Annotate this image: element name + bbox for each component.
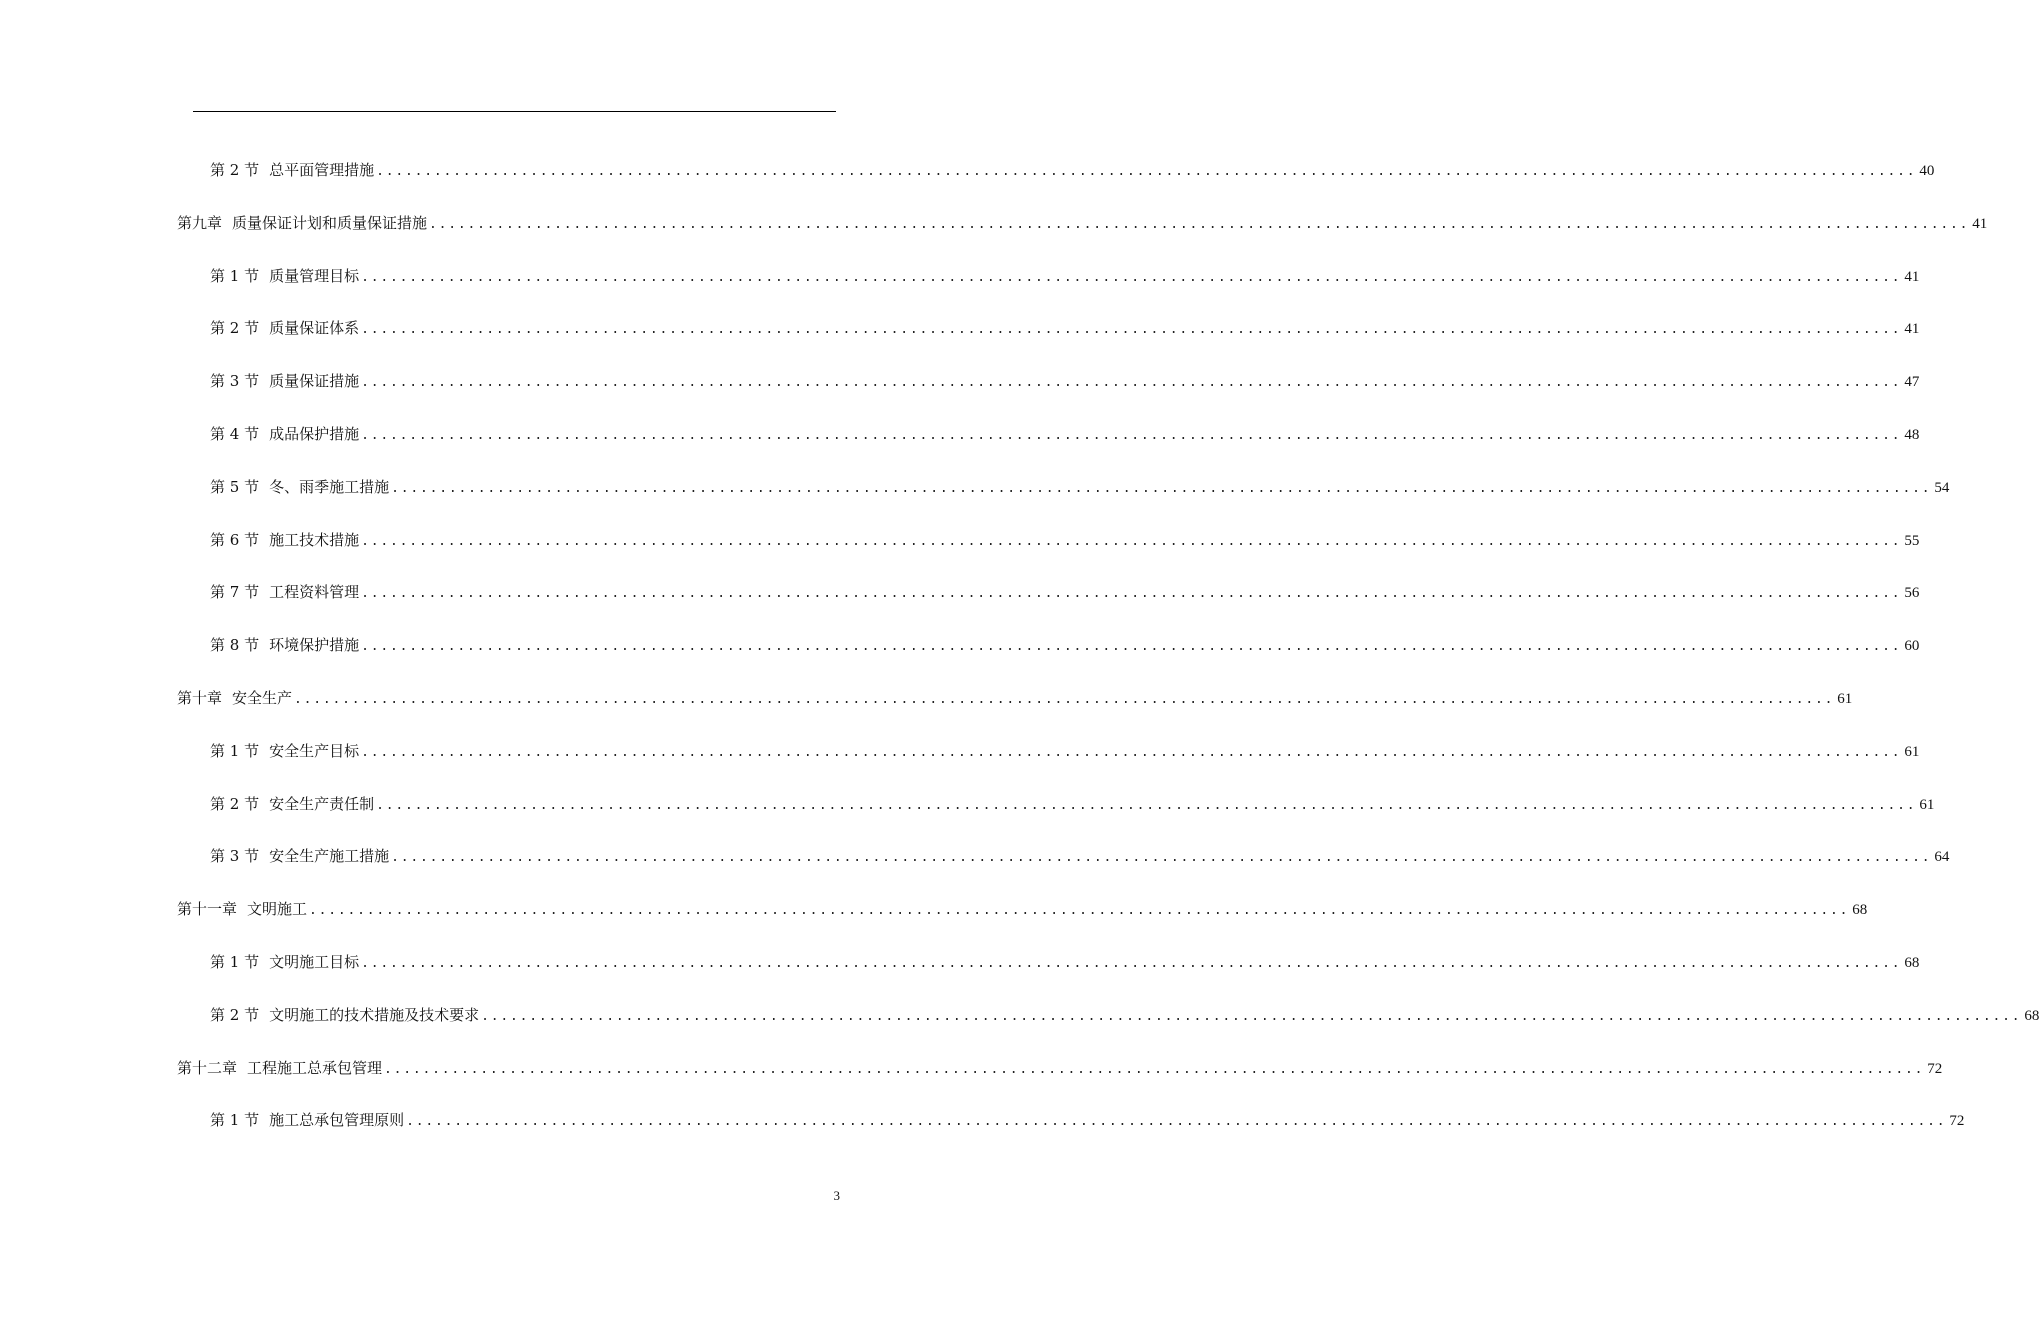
dot-leader: ................................................................................................................................................................ (384, 1061, 1925, 1077)
dot-leader: ................................................................................................................................................................ (406, 1114, 1947, 1130)
entry-number: 第十一章 (177, 900, 238, 919)
dot-leader: ................................................................................................................................................................ (294, 692, 1835, 707)
toc-section-entry[interactable] (210, 739, 1920, 763)
dot-leader: ................................................................................................................................................................ (309, 903, 1850, 919)
toc-section-entry[interactable] (210, 369, 1920, 393)
entry-page-number: 47 (1904, 374, 1920, 391)
toc-chapter-entry[interactable] (177, 897, 1868, 921)
entry-number: 第 8 节 (210, 636, 260, 655)
entry-page-number: 41 (1904, 321, 1920, 338)
dot-leader: ................................................................................................................................................................ (361, 533, 1902, 549)
entry-page-number: 68 (1904, 955, 1920, 971)
entry-title: 文明施工的技术措施及技术要求 (269, 1005, 480, 1024)
entry-number: 第 3 节 (210, 847, 260, 866)
toc-section-entry[interactable] (210, 475, 1950, 499)
dot-leader: ................................................................................................................................................................ (361, 269, 1902, 285)
entry-title: 环境保护措施 (269, 636, 360, 655)
entry-title: 冬、雨季施工措施 (269, 477, 390, 496)
entry-title: 文明施工 (247, 900, 308, 919)
toc-chapter-entry[interactable] (177, 1056, 1943, 1080)
dot-leader: ................................................................................................................................................................ (361, 322, 1902, 338)
entry-number: 第十二章 (177, 1058, 238, 1077)
toc-section-entry[interactable] (210, 1108, 1965, 1132)
entry-title: 文明施工目标 (269, 953, 360, 971)
entry-page-number: 41 (1972, 215, 1988, 232)
entry-number: 第 7 节 (210, 583, 260, 602)
entry-number: 第 1 节 (210, 953, 260, 971)
dot-leader: ................................................................................................................................................................ (361, 586, 1902, 602)
entry-page-number: 48 (1904, 427, 1920, 443)
entry-title: 工程资料管理 (269, 583, 360, 602)
toc-chapter-entry[interactable] (177, 686, 1853, 710)
entry-number: 第九章 (177, 213, 223, 232)
toc-section-entry[interactable] (210, 316, 1920, 340)
entry-title: 安全生产施工措施 (269, 847, 390, 866)
entry-page-number: 61 (1919, 796, 1935, 813)
dot-leader: ................................................................................................................................................................ (376, 797, 1917, 813)
entry-number: 第 2 节 (210, 161, 260, 179)
entry-title: 质量管理目标 (269, 266, 360, 285)
entry-number: 第 2 节 (210, 794, 260, 813)
entry-title: 施工总承包管理原则 (269, 1111, 405, 1130)
dot-leader: ................................................................................................................................................................ (361, 375, 1902, 391)
entry-title: 工程施工总承包管理 (247, 1058, 383, 1077)
entry-page-number: 54 (1934, 479, 1950, 496)
toc-section-entry[interactable] (210, 158, 1935, 182)
dot-leader: ................................................................................................................................................................ (361, 744, 1902, 760)
entry-page-number: 61 (1837, 691, 1853, 707)
entry-page-number: 72 (1949, 1113, 1965, 1130)
entry-page-number: 68 (1852, 902, 1868, 919)
entry-page-number: 72 (1927, 1060, 1943, 1077)
dot-leader: ................................................................................................................................................................ (429, 216, 1970, 232)
entry-number: 第 3 节 (210, 372, 260, 391)
dot-leader: ................................................................................................................................................................ (391, 480, 1932, 496)
toc-section-entry[interactable] (210, 844, 1950, 868)
entry-page-number: 40 (1919, 163, 1935, 179)
entry-number: 第 5 节 (210, 477, 260, 496)
entry-number: 第 1 节 (210, 1111, 260, 1130)
entry-number: 第 2 节 (210, 1005, 260, 1024)
toc-section-entry[interactable] (210, 580, 1920, 604)
entry-title: 总平面管理措施 (269, 161, 375, 179)
toc-section-entry[interactable] (210, 264, 1920, 288)
toc-section-entry[interactable] (210, 633, 1920, 657)
entry-number: 第 1 节 (210, 741, 260, 760)
entry-title: 安全生产 (232, 689, 293, 707)
dot-leader: ................................................................................................................................................................ (361, 428, 1902, 443)
dot-leader: ................................................................................................................................................................ (361, 639, 1902, 655)
entry-page-number: 41 (1904, 268, 1920, 285)
entry-page-number: 55 (1904, 532, 1920, 549)
entry-number: 第 1 节 (210, 266, 260, 285)
page-number: 3 (833, 1188, 840, 1203)
entry-number: 第 2 节 (210, 319, 260, 338)
toc-section-entry[interactable] (210, 422, 1920, 446)
entry-title: 成品保护措施 (269, 425, 360, 443)
toc-section-entry[interactable] (210, 792, 1935, 816)
entry-title: 施工技术措施 (269, 530, 360, 549)
entry-title: 安全生产目标 (269, 741, 360, 760)
dot-leader: ................................................................................................................................................................ (361, 956, 1902, 971)
toc-section-entry[interactable] (210, 1003, 2039, 1027)
entry-title: 质量保证计划和质量保证措施 (232, 213, 428, 232)
dot-leader: ................................................................................................................................................................ (391, 850, 1932, 866)
entry-number: 第 4 节 (210, 425, 260, 443)
toc-section-entry[interactable] (210, 528, 1920, 552)
dot-leader: ................................................................................................................................................................ (376, 164, 1917, 179)
entry-page-number: 56 (1904, 585, 1920, 602)
dot-leader: ................................................................................................................................................................ (481, 1008, 2022, 1024)
entry-title: 质量保证措施 (269, 372, 360, 391)
entry-page-number: 64 (1934, 849, 1950, 866)
toc-chapter-entry[interactable] (177, 211, 1988, 235)
entry-title: 安全生产责任制 (269, 794, 375, 813)
entry-number: 第十章 (177, 689, 223, 707)
entry-page-number: 61 (1904, 743, 1920, 760)
entry-page-number: 68 (2024, 1007, 2039, 1024)
entry-number: 第 6 节 (210, 530, 260, 549)
toc-section-entry[interactable] (210, 950, 1920, 974)
entry-page-number: 60 (1904, 638, 1920, 655)
entry-title: 质量保证体系 (269, 319, 360, 338)
